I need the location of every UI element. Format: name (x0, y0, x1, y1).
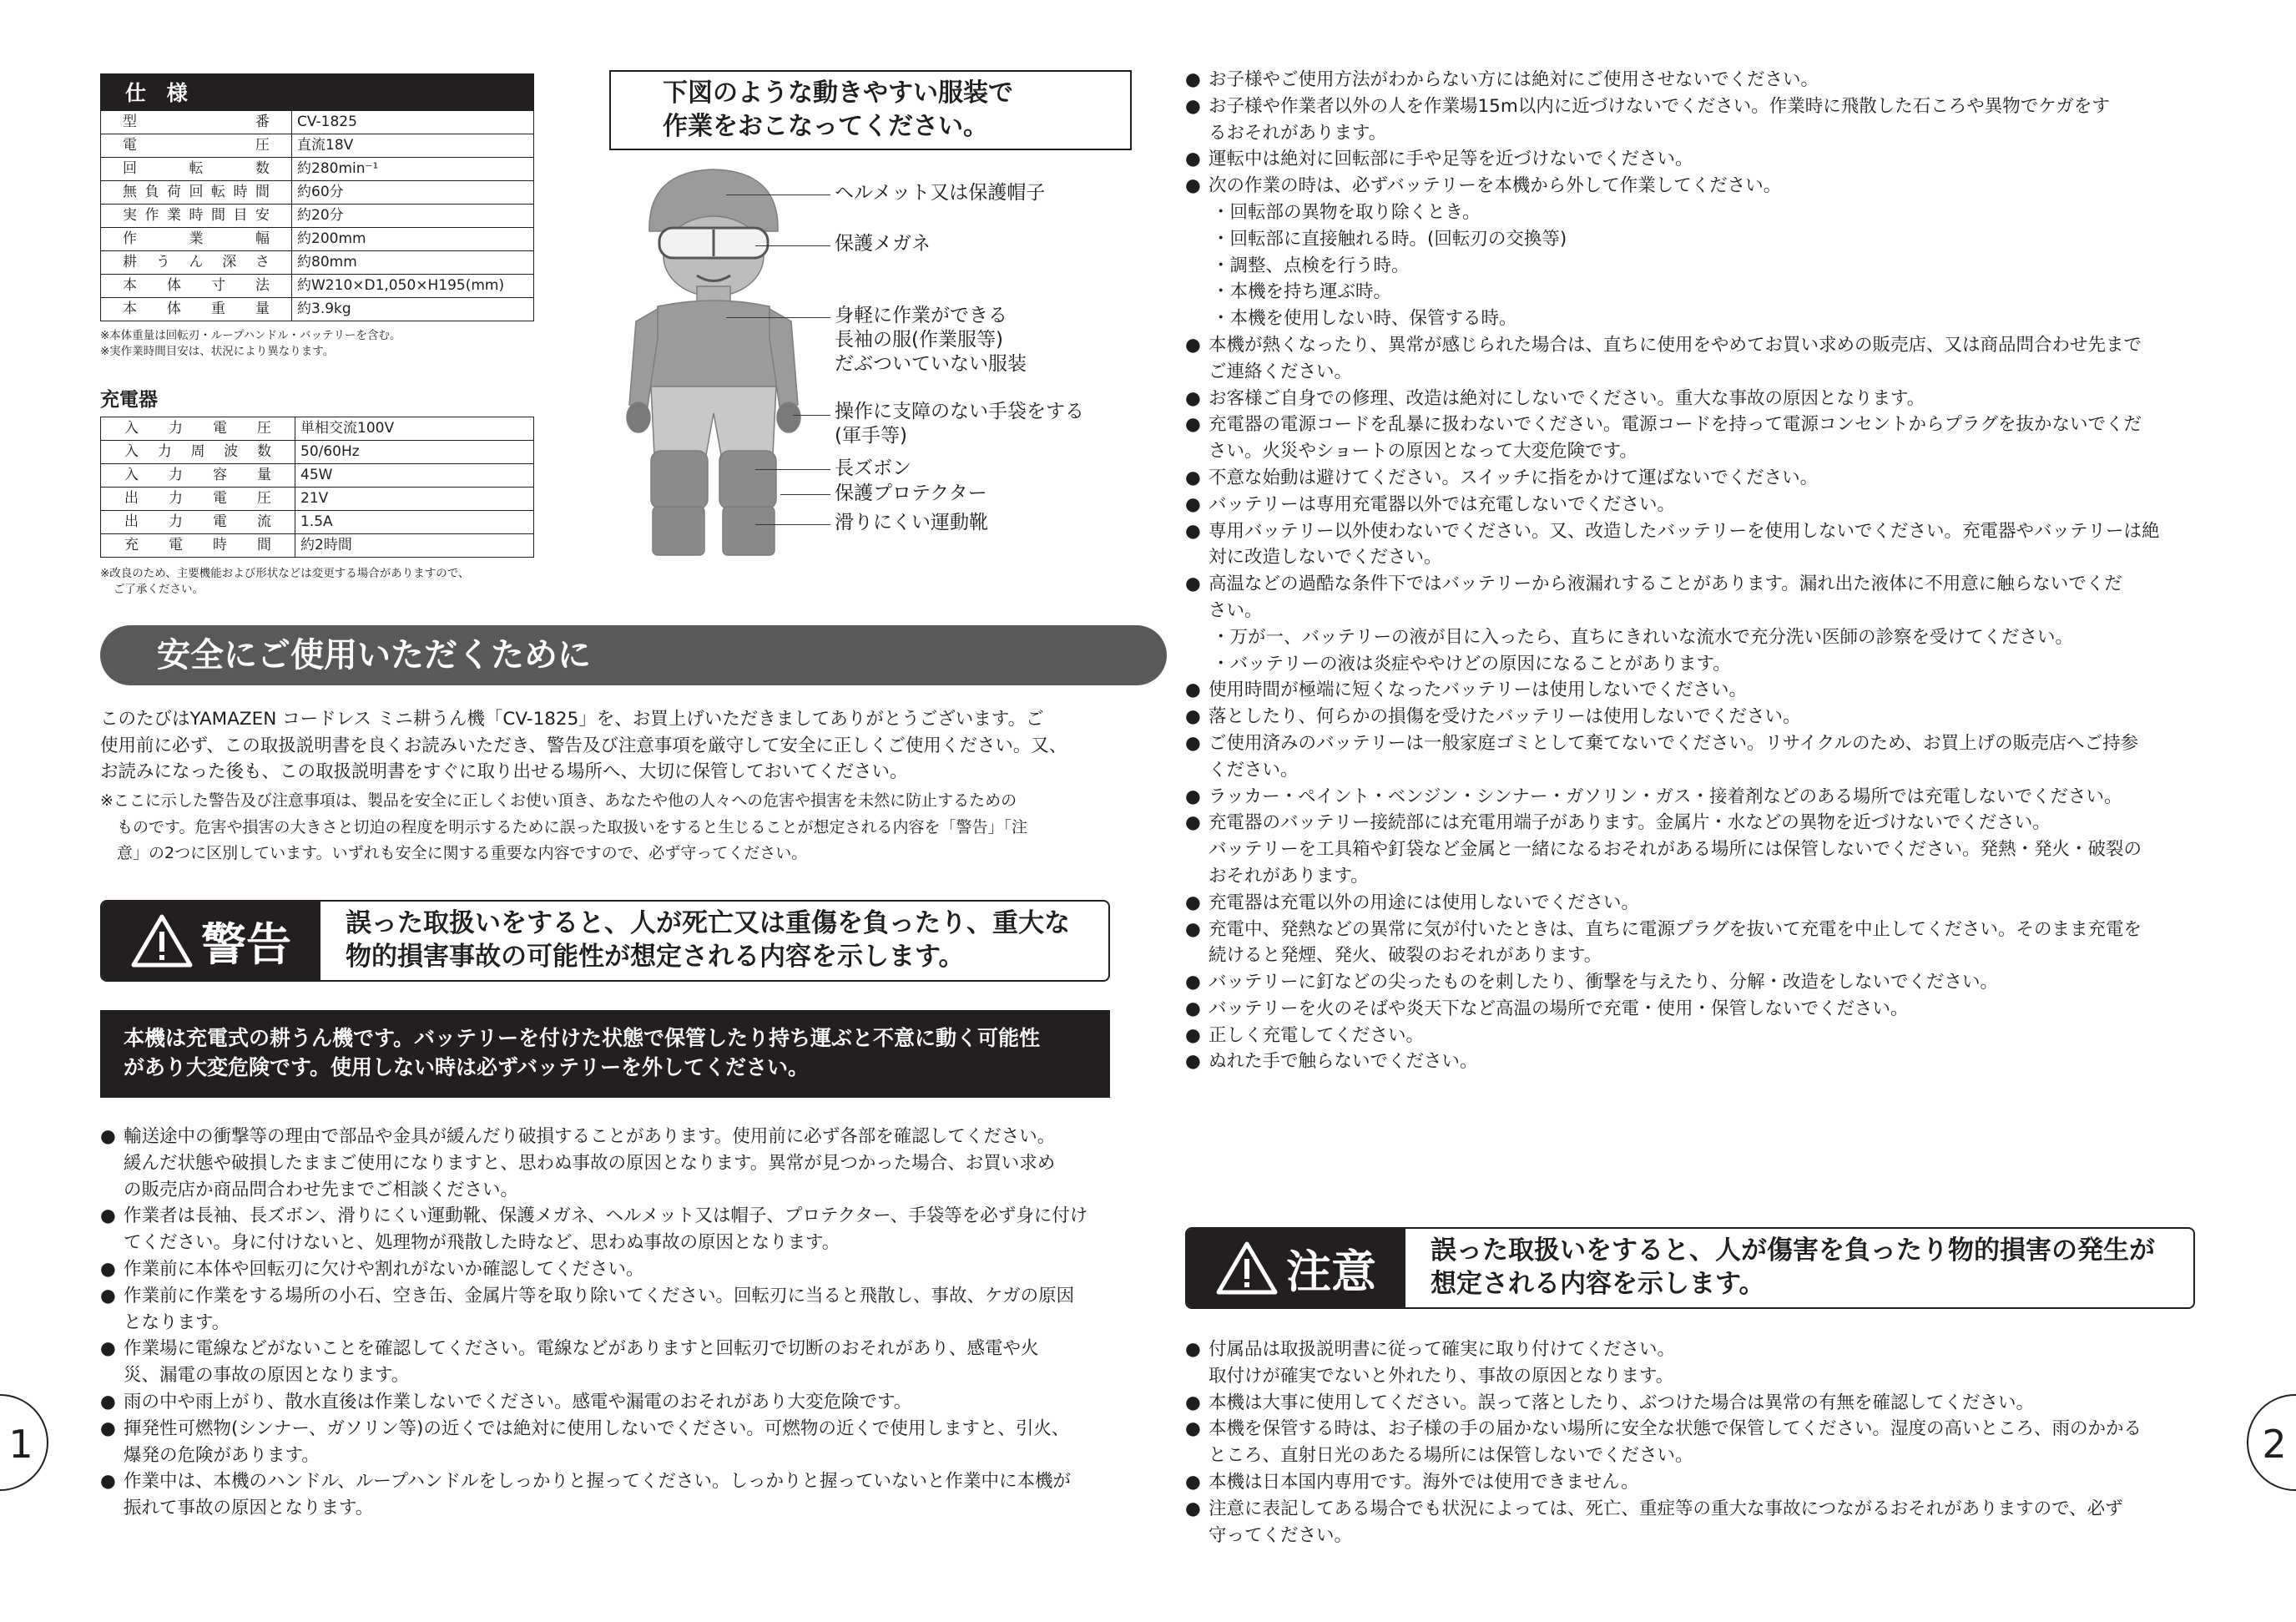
list-item-text: となります。 (124, 1311, 230, 1333)
battery-warning-line-2: があり大変危険です。使用しない時は必ずバッテリーを外してください。 (124, 1055, 810, 1079)
left-warning-list (100, 1124, 1135, 1522)
warning-line-2: 物的損害事故の可能性が想定される内容を示します。 (346, 942, 965, 972)
bullet-icon: ● (100, 1258, 116, 1280)
spec-key: 作業幅 (101, 228, 292, 251)
intro-note-line-1: ※ここに示した警告及び注意事項は、製品を安全に正しくお使い頂き、あなたや他の人々への危害や損害を未然に防止するための (100, 791, 1017, 810)
charger-section (100, 384, 534, 598)
list-item-text: お子様やご使用方法がわからない方には絶対にご使用させないでください。 (1209, 69, 1819, 90)
list-item-text: おそれがあります。 (1209, 865, 1369, 887)
list-item-text: バッテリーは専用充電器以外では充電しないでください。 (1209, 493, 1676, 515)
bullet-icon: ● (1185, 972, 1201, 993)
charger-key: 充電時間 (101, 534, 295, 558)
list-item (1185, 810, 2212, 836)
label-protector: 保護プロテクター (835, 483, 987, 504)
list-item (1185, 120, 2212, 147)
list-item (1185, 571, 2212, 598)
spec-value: 約W210×D1,050×H195(mm) (292, 275, 534, 298)
list-item (1185, 173, 2212, 200)
caution-label: 注意 (1286, 1245, 1376, 1298)
charger-key: 出力電流 (101, 511, 295, 534)
charger-table (100, 417, 534, 558)
bullet-icon: ● (1185, 95, 1201, 117)
label-clothes-2: 長袖の服(作業服等) (835, 329, 1003, 351)
spec-key: 本体重量 (101, 298, 292, 321)
bullet-icon: ● (1185, 786, 1201, 807)
spec-note-1: ※本体重量は回転刃・ループハンドル・バッテリーを含む。 (100, 329, 401, 342)
list-item-text: 輸送途中の衝撃等の理由で部品や金具が緩んだり破損することがあります。使用前に必ず各部を確認してください。 (124, 1126, 1056, 1147)
charger-key: 入力電圧 (101, 417, 295, 441)
list-item (1185, 544, 2212, 571)
list-item-text: 高温などの過酷な条件下ではバッテリーから液漏れすることがあります。漏れ出た液体に不用意に触らないでくだ (1209, 574, 2122, 595)
bullet-icon: ● (1185, 387, 1201, 409)
list-item (100, 1150, 1135, 1177)
list-item-text: ぬれた手で触らないでください。 (1209, 1051, 1478, 1073)
bullet-icon: ● (1185, 1392, 1201, 1413)
list-item (100, 1283, 1135, 1310)
intro-line-2: 使用前に必ず、この取扱説明書を良くお読みいただき、警告及び注意事項を厳守して安全に正しくご使用ください。又、 (100, 735, 1067, 756)
warning-tag (102, 902, 320, 980)
list-item (1185, 386, 2212, 412)
list-item-text: バッテリーに釘などの尖ったものを刺したり、衝撃を与えたり、分解・改造をしないでください。 (1209, 972, 1999, 993)
warning-box (100, 900, 1110, 982)
list-item-text: 本機は大事に使用してください。誤って落としたり、ぶつけた場合は異常の有無を確認してください。 (1209, 1392, 2035, 1413)
list-item (1185, 200, 2212, 226)
intro-note-line-3: 意」の2つに区別しています。いずれも安全に関する重要な内容ですので、必ず守ってください。 (117, 844, 808, 862)
list-item (1185, 1523, 2212, 1549)
list-item-text: 雨の中や雨上がり、散水直後は作業しないでください。感電や漏電のおそれがあり大変危険です。 (124, 1391, 912, 1412)
charger-row (101, 488, 534, 511)
charger-value: 21V (295, 488, 534, 511)
list-item-text: 続けると発煙、発火、破裂のおそれがあります。 (1209, 945, 1602, 967)
bullet-icon: ● (1185, 1339, 1201, 1360)
intro-note (100, 788, 1127, 867)
spec-row (101, 134, 534, 158)
charger-note-2: ご了承ください。 (114, 583, 204, 596)
list-item-text: 不意な始動は避けてください。スイッチに指をかけて運ばないでください。 (1209, 467, 1819, 488)
bullet-icon: ● (1185, 493, 1201, 515)
spec-row (101, 111, 534, 134)
list-item-text: 作業前に本体や回転刃に欠けや割れがないか確認してください。 (124, 1258, 644, 1280)
caution-tag (1187, 1229, 1405, 1307)
spec-row (101, 228, 534, 251)
battery-warning-bar (100, 1010, 1110, 1098)
spec-key: 耕うん深さ (101, 251, 292, 275)
list-item-text: 使用時間が極端に短くなったバッテリーは使用しないでください。 (1209, 680, 1748, 701)
list-item-text: バッテリーを工具箱や釘袋など金属と一緒になるおそれがある場所には保管しないでください。発熱・発火・破裂の (1209, 839, 2142, 861)
list-item-text: さい。 (1209, 599, 1263, 621)
list-item (1185, 1363, 2212, 1390)
list-item (100, 1443, 1135, 1469)
spec-key: 本体寸法 (101, 275, 292, 298)
caution-triangle-icon (1216, 1241, 1278, 1296)
list-item (1185, 598, 2212, 624)
charger-row (101, 534, 534, 558)
spec-row (101, 158, 534, 181)
bullet-icon: ● (1185, 1418, 1201, 1440)
caution-line-2: 想定される内容を示します。 (1431, 1269, 1765, 1299)
list-item-text: 運転中は絶対に回転部に手や足等を近づけないでください。 (1209, 149, 1693, 170)
charger-row (101, 464, 534, 488)
list-item-text: ・バッテリーの液は炎症ややけどの原因になることがあります。 (1212, 653, 1731, 675)
list-item (1185, 226, 2212, 253)
charger-key: 出力電圧 (101, 488, 295, 511)
list-item-text: 正しく充電してください。 (1209, 1024, 1425, 1046)
list-item (1185, 1390, 2212, 1417)
list-item-text: るおそれがあります。 (1209, 122, 1387, 144)
list-item-text: 充電中、発熱などの異常に気が付いたときは、直ちに電源プラグを抜いて充電を中止してください。そのまま充電を (1209, 918, 2142, 940)
label-goggles: 保護メガネ (835, 233, 931, 255)
list-item (1185, 412, 2212, 438)
spec-key: 無負荷回転時間 (101, 181, 292, 205)
list-item-text: てください。身に付けないと、処理物が飛散した時など、思わぬ事故の原因となります。 (124, 1232, 840, 1254)
list-item (1185, 917, 2212, 943)
list-item (1185, 863, 2212, 890)
list-item-text: ラッカー・ペイント・ベンジン・シンナー・ガソリン・ガス・接着剤などのある場所では充電しないでください。 (1209, 786, 2122, 807)
bullet-icon: ● (1185, 1051, 1201, 1073)
list-item-text: バッテリーを火のそばや炎天下など高温の場所で充電・使用・保管しないでください。 (1209, 998, 1909, 1019)
list-item (1185, 1496, 2212, 1523)
spec-section (100, 73, 534, 360)
bullet-icon: ● (1185, 680, 1201, 701)
list-item-text: ・本機を持ち運ぶ時。 (1212, 281, 1392, 303)
label-shoes: 滑りにくい運動靴 (835, 512, 988, 533)
list-item-text: お子様や作業者以外の人を作業場15m以内に近づけないでください。作業時に飛散した石ころや異物でケガをす (1209, 95, 2110, 117)
caution-line-1: 誤った取扱いをすると、人が傷害を負ったり物的損害の発生が (1431, 1235, 2155, 1266)
list-item-text: 充電器の電源コードを乱暴に扱わないでください。電源コードを持って電源コンセントからプラグを抜かないでくだ (1209, 414, 2142, 436)
list-item (1185, 942, 2212, 969)
label-gloves-1: 操作に支障のない手袋をする (835, 401, 1084, 422)
warning-line-1: 誤った取扱いをすると、人が死亡又は重傷を負ったり、重大な (346, 908, 1070, 938)
spec-value: 約200mm (292, 228, 534, 251)
bullet-icon: ● (1185, 175, 1201, 197)
list-item (1185, 784, 2212, 811)
list-item-text: 守ってください。 (1209, 1524, 1353, 1546)
warning-text (320, 902, 1070, 980)
bullet-icon: ● (1185, 998, 1201, 1019)
list-item (1185, 332, 2212, 359)
spec-row (101, 251, 534, 275)
list-item (100, 1124, 1135, 1150)
list-item-text: ご使用済みのバッテリーは一般家庭ゴミとして棄てないでください。リサイクルのため、お買上げの販売店へご持参 (1209, 732, 2139, 754)
caution-text (1405, 1229, 2155, 1307)
intro-line-3: お読みになった後も、この取扱説明書をすぐに取り出せる場所へ、大切に保管しておいてください。 (100, 761, 908, 782)
list-item (1185, 518, 2212, 545)
spec-value: 約20分 (292, 205, 534, 228)
list-item (1185, 359, 2212, 386)
list-item (1185, 306, 2212, 332)
charger-value: 50/60Hz (295, 441, 534, 464)
bullet-icon: ● (1185, 892, 1201, 913)
spec-value: CV-1825 (292, 111, 534, 134)
list-item (1185, 757, 2212, 784)
list-item (1185, 67, 2212, 93)
list-item-text: 作業場に電線などがないことを確認してください。電線などがありますと回転刃で切断のおそれがあり、感電や火 (124, 1338, 1039, 1360)
bullet-icon: ● (1185, 918, 1201, 940)
list-item-text: 落としたり、何らかの損傷を受けたバッテリーは使用しないでください。 (1209, 706, 1801, 728)
spec-key: 回転数 (101, 158, 292, 181)
worker-illustration (618, 163, 818, 563)
page-number-right: 2 (2247, 1394, 2296, 1491)
spec-value: 約60分 (292, 181, 534, 205)
warning-triangle-icon (131, 913, 193, 968)
bullet-icon: ● (100, 1391, 116, 1412)
bullet-icon: ● (1185, 1498, 1201, 1519)
list-item-text: 振れて事故の原因となります。 (124, 1498, 374, 1519)
charger-value: 45W (295, 464, 534, 488)
intro-line-1: このたびはYAMAZEN コードレス ミニ耕うん機「CV-1825」を、お買上げいただきましてありがとうございます。ご (100, 709, 1044, 730)
bullet-icon: ● (1185, 149, 1201, 170)
list-item (100, 1230, 1135, 1256)
bullet-icon: ● (1185, 812, 1201, 834)
spec-row (101, 275, 534, 298)
label-clothes-3: だぶついていない服装 (835, 353, 1027, 375)
list-item (100, 1468, 1135, 1495)
battery-warning-line-1: 本機は充電式の耕うん機です。バッテリーを付けた状態で保管したり持ち運ぶと不意に動く可能性 (124, 1026, 1041, 1050)
section-banner: 安全にご使用いただくために (100, 625, 1167, 685)
list-item (1185, 253, 2212, 280)
charger-title: 充電器 (100, 389, 158, 411)
list-item (1185, 465, 2212, 492)
list-item (1185, 492, 2212, 518)
bullet-icon: ● (1185, 69, 1201, 90)
spec-note-2: ※実作業時間目安は、状況により異なります。 (100, 345, 335, 358)
list-item-text: の販売店か商品問合わせ先までご相談ください。 (124, 1179, 519, 1200)
charger-row (101, 441, 534, 464)
list-item (1185, 730, 2212, 757)
clothing-title-1: 下図のような動きやすい服装で (663, 78, 1013, 108)
list-item (100, 1495, 1135, 1522)
list-item (1185, 279, 2212, 306)
list-item-text: 付属品は取扱説明書に従って確実に取り付けてください。 (1209, 1339, 1676, 1360)
charger-value: 約2時間 (295, 534, 534, 558)
spec-row (101, 298, 534, 321)
spec-value: 直流18V (292, 134, 534, 158)
charger-value: 1.5A (295, 511, 534, 534)
list-item-text: 作業者は長袖、長ズボン、滑りにくい運動靴、保護メガネ、ヘルメット又は帽子、プロテクター、手袋等を必ず身に付け (124, 1205, 1088, 1227)
list-item (100, 1310, 1135, 1337)
bullet-icon: ● (1185, 467, 1201, 488)
list-item-text: 充電器は充電以外の用途には使用しないでください。 (1209, 892, 1640, 913)
list-item (1185, 1469, 2212, 1496)
spec-key: 電圧 (101, 134, 292, 158)
label-helmet: ヘルメット又は保護帽子 (835, 182, 1046, 204)
list-item-text: ところ、直射日光のあたる場所には保管しないでください。 (1209, 1445, 1693, 1467)
list-item-text: 作業前に作業をする場所の小石、空き缶、金属片等を取り除いてください。回転刃に当ると飛散し、事故、ケガの原因 (124, 1285, 1075, 1306)
list-item (100, 1362, 1135, 1389)
list-item (100, 1256, 1135, 1283)
list-item-text: 本機は日本国内専用です。海外では使用できません。 (1209, 1471, 1639, 1493)
list-item (1185, 1337, 2212, 1363)
list-item (1185, 996, 2212, 1023)
list-item (1185, 677, 2212, 704)
label-gloves-2: (軍手等) (835, 425, 907, 447)
list-item-text: ・回転部の異物を取り除くとき。 (1212, 201, 1481, 223)
spec-value: 約3.9kg (292, 298, 534, 321)
list-item-text: 本機を保管する時は、お子様の手の届かない場所に安全な状態で保管してください。湿度の高いところ、雨のかかる (1209, 1418, 2142, 1440)
spec-row (101, 205, 534, 228)
charger-row (101, 511, 534, 534)
spec-key: 型番 (101, 111, 292, 134)
list-item-text: 充電器のバッテリー接続部には充電用端子があります。金属片・水などの異物を近づけないでください。 (1209, 812, 2051, 834)
spec-value: 約80mm (292, 251, 534, 275)
list-item-text: ・回転部に直接触れる時。(回転刃の交換等) (1212, 228, 1567, 250)
spec-title: 仕 様 (100, 73, 534, 110)
list-item-text: ください。 (1209, 759, 1299, 781)
list-item (1185, 1048, 2212, 1075)
clothing-title-box (609, 70, 1132, 150)
bullet-icon: ● (100, 1338, 116, 1360)
label-pants: 長ズボン (835, 457, 911, 479)
list-item-text: 緩んだ状態や破損したままご使用になりますと、思わぬ事故の原因となります。異常が見つかった場合、お買い求め (124, 1152, 1056, 1174)
caution-box (1185, 1227, 2195, 1309)
list-item (100, 1389, 1135, 1416)
bullet-icon: ● (100, 1285, 116, 1306)
bullet-icon: ● (1185, 520, 1201, 542)
charger-value: 単相交流100V (295, 417, 534, 441)
bullet-icon: ● (100, 1205, 116, 1227)
list-item (1185, 836, 2212, 863)
charger-note-1: ※改良のため、主要機能および形状などは変更する場合がありますので、 (100, 567, 470, 580)
list-item (1185, 1023, 2212, 1049)
bullet-icon: ● (1185, 1024, 1201, 1046)
list-item (100, 1336, 1135, 1362)
caution-list (1185, 1337, 2212, 1549)
warning-label: 警告 (201, 917, 291, 971)
list-item-text: 作業中は、本機のハンドル、ループハンドルをしっかりと握ってください。しっかりと握っていないと作業中に本機が (124, 1471, 1071, 1493)
list-item (1185, 438, 2212, 465)
list-item (1185, 1416, 2212, 1443)
list-item-text: ・調整、点検を行う時。 (1212, 255, 1410, 276)
bullet-icon: ● (1185, 574, 1201, 595)
bullet-icon: ● (100, 1471, 116, 1493)
list-item (1185, 93, 2212, 120)
bullet-icon: ● (1185, 732, 1201, 754)
list-item-text: 対に改造しないでください。 (1209, 547, 1442, 568)
bullet-icon: ● (1185, 414, 1201, 436)
bullet-icon: ● (1185, 1471, 1201, 1493)
list-item-text: 注意に表記してある場合でも状況によっては、死亡、重症等の重大な事故につながるおそれがありますので、必ず (1209, 1498, 2123, 1519)
list-item-text: 専用バッテリー以外使わないでください。又、改造したバッテリーを使用しないでください。充電器やバッテリーは絶 (1209, 520, 2160, 542)
list-item (1185, 146, 2212, 173)
list-item-text: 災、漏電の事故の原因となります。 (124, 1365, 410, 1387)
spec-value: 約280min⁻¹ (292, 158, 534, 181)
list-item (1185, 651, 2212, 678)
bullet-icon: ● (100, 1126, 116, 1147)
charger-key: 入力容量 (101, 464, 295, 488)
label-clothes-1: 身軽に作業ができる (835, 305, 1007, 326)
list-item-text: ・万が一、バッテリーの液が目に入ったら、直ちにきれいな流水で充分洗い医師の診察を受けてください。 (1212, 626, 2074, 648)
list-item-text: さい。火災やショートの原因となって大変危険です。 (1209, 441, 1637, 462)
list-item (100, 1203, 1135, 1230)
list-item-text: ご連絡ください。 (1209, 361, 1353, 382)
charger-row (101, 417, 534, 441)
bullet-icon: ● (100, 1417, 116, 1439)
list-item (100, 1416, 1135, 1443)
spec-row (101, 181, 534, 205)
list-item (1185, 969, 2212, 996)
list-item (1185, 1443, 2212, 1469)
list-item (1185, 704, 2212, 730)
list-item (100, 1177, 1135, 1204)
intro-text (100, 706, 1127, 786)
list-item-text: お客様ご自身での修理、改造は絶対にしないでください。重大な事故の原因となります。 (1209, 387, 1925, 409)
list-item-text: 取付けが確実でないと外れたり、事故の原因となります。 (1209, 1365, 1674, 1387)
bullet-icon: ● (1185, 706, 1201, 728)
list-item-text: 本機が熱くなったり、異常が感じられた場合は、直ちに使用をやめてお買い求めの販売店、又は商品問合わせ先まで (1209, 334, 2142, 356)
list-item-text: 爆発の危険があります。 (124, 1444, 320, 1466)
intro-note-line-2: ものです。危害や損害の大きさと切迫の程度を明示するために誤った取扱いをすると生じることが想定される内容を「警告」「注 (117, 817, 1027, 836)
list-item-text: 次の作業の時は、必ずバッテリーを本機から外して作業してください。 (1209, 175, 1782, 197)
list-item (1185, 890, 2212, 917)
bullet-icon: ● (1185, 334, 1201, 356)
list-item-text: ・本機を使用しない時、保管する時。 (1212, 308, 1517, 330)
clothing-title-2: 作業をおこなってください。 (663, 112, 988, 141)
spec-table (100, 110, 534, 321)
list-item (1185, 624, 2212, 651)
spec-key: 実作業時間目安 (101, 205, 292, 228)
right-warning-list (1185, 67, 2212, 1075)
charger-key: 入力周波数 (101, 441, 295, 464)
list-item-text: 揮発性可燃物(シンナー、ガソリン等)の近くでは絶対に使用しないでください。可燃物の近くで使用しますと、引火、 (124, 1417, 1070, 1439)
page-number-left: 1 (0, 1394, 48, 1491)
